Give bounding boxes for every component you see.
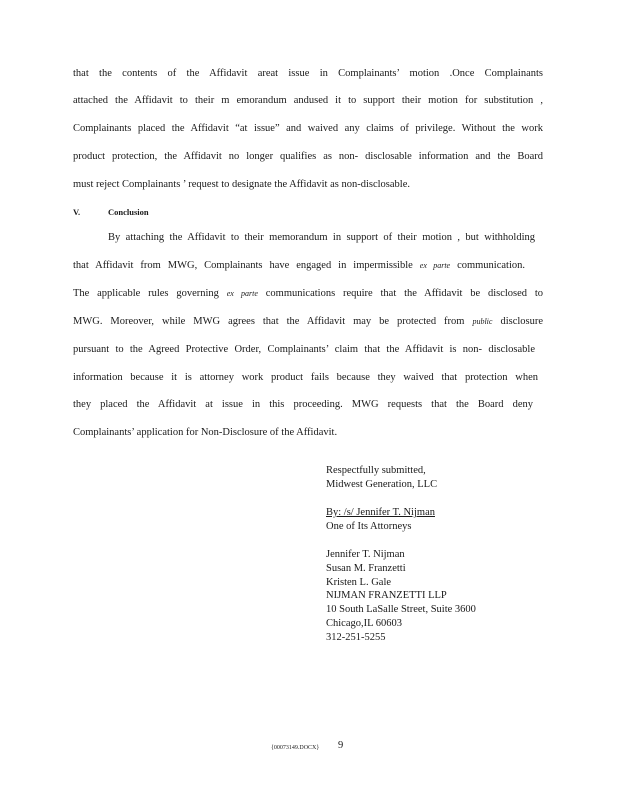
body-line: attached the Affidavit to their m emorandum andused it to support their motion for substitution , (73, 95, 543, 106)
address-line: 10 South LaSalle Street, Suite 3600 (326, 604, 476, 615)
signature-role: One of Its Attorneys (326, 521, 412, 532)
text-run: MWG. Moreover, while MWG agrees that the Affidavit may be protected from (73, 316, 465, 327)
conclusion-line (73, 287, 543, 301)
text-run: communication. (457, 260, 526, 271)
italic-term: ex parte (419, 261, 451, 270)
body-line: that the contents of the Affidavit areat issue in Complainants’ motion .Once Complainants (73, 68, 543, 79)
conclusion-line: Complainants’ application for Non-Disclosure of the Affidavit. (73, 427, 338, 438)
conclusion-line: pursuant to the Agreed Protective Order, Complainants’ claim that the Affidavit is non- disclosable (73, 344, 535, 355)
italic-term: public (472, 317, 493, 326)
text-run: communications require that the Affidavit be disclosed to (265, 288, 544, 299)
section-number: V. (73, 207, 81, 217)
page-number: 9 (338, 740, 344, 751)
attorney-name: Kristen L. Gale (326, 577, 392, 588)
text-run: The applicable rules governing (73, 288, 219, 299)
conclusion-line (73, 259, 525, 273)
italic-term: ex parte (226, 289, 258, 298)
body-line: product protection, the Affidavit no longer qualifies as non- disclosable information and the Board (73, 151, 543, 162)
text-run: disclosure (500, 316, 544, 327)
conclusion-line: By attaching the Affidavit to their memorandum in support of their motion , but withholding (108, 232, 535, 243)
law-firm-name: NIJMAN FRANZETTI LLP (326, 590, 447, 601)
signature-by-line: By: /s/ Jennifer T. Nijman (326, 507, 435, 518)
section-heading (73, 207, 149, 217)
conclusion-line: information because it is attorney work product fails because they waived that protection when (73, 372, 538, 383)
conclusion-line: they placed the Affidavit at issue in this proceeding. MWG requests that the Board deny (73, 399, 533, 410)
section-title: Conclusion (108, 207, 149, 217)
body-line: must reject Complainants ’ request to designate the Affidavit as non-disclosable. (73, 179, 410, 190)
attorney-name: Jennifer T. Nijman (326, 549, 405, 560)
address-line: Chicago,IL 60603 (326, 618, 403, 629)
signature-closing: Respectfully submitted, (326, 465, 426, 476)
text-run: that Affidavit from MWG, Complainants have engaged in impermissible (73, 260, 413, 271)
conclusion-line (73, 315, 543, 329)
document-code: {00073149.DOCX} (271, 745, 320, 751)
attorney-name: Susan M. Franzetti (326, 563, 406, 574)
body-line: Complainants placed the Affidavit “at issue” and waived any claims of privilege. Without the work (73, 123, 543, 134)
signature-company: Midwest Generation, LLC (326, 479, 438, 490)
phone-number: 312-251-5255 (326, 632, 386, 643)
